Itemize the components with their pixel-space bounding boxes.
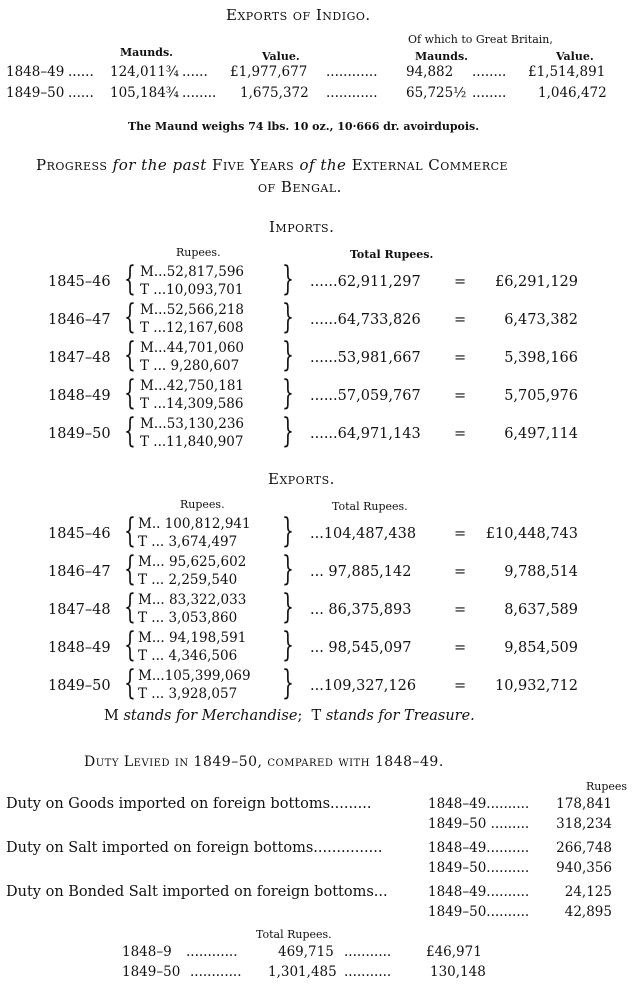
- imports-year: 1846–47: [48, 312, 111, 328]
- right-brace: }: [282, 335, 294, 375]
- imports-sterling: 6,473,382: [504, 312, 578, 328]
- right-brace: }: [282, 587, 294, 627]
- duty-total-dots: ............: [186, 944, 238, 960]
- indigo-gb-maunds: 65,725½: [406, 85, 467, 101]
- imports-sterling: £6,291,129: [494, 274, 578, 290]
- imports-merchandise: M...53,130,236: [140, 416, 244, 432]
- imports-title: Imports.: [269, 218, 335, 236]
- duty-total-rupees: 469,715: [278, 944, 334, 960]
- exports-rupees-header: Rupees.: [180, 498, 225, 511]
- exports-year: 1848–49: [48, 640, 111, 656]
- left-brace: {: [124, 297, 136, 337]
- imports-year: 1848–49: [48, 388, 111, 404]
- exports-merchandise: M.. 100,812,941: [138, 516, 251, 532]
- equals-sign: =: [454, 274, 467, 290]
- right-brace: }: [282, 297, 294, 337]
- left-brace: {: [124, 625, 136, 665]
- legend: [104, 708, 475, 724]
- indigo-dots: ......: [68, 85, 94, 101]
- exports-treasure: T ... 3,674,497: [138, 534, 238, 550]
- equals-sign: =: [454, 678, 467, 694]
- indigo-dots: ........: [182, 85, 217, 101]
- equals-sign: =: [454, 312, 467, 328]
- indigo-value: £1,977,677: [230, 64, 308, 80]
- imports-total-header: Total Rupees.: [350, 248, 434, 261]
- exports-merchandise: M... 95,625,602: [138, 554, 247, 570]
- exports-year: 1846–47: [48, 564, 111, 580]
- right-brace: }: [282, 259, 294, 299]
- exports-total: ... 86,375,893: [310, 602, 412, 618]
- indigo-maunds: 124,011¾: [110, 64, 179, 80]
- duty-year: 1848–49..........: [428, 840, 530, 856]
- imports-total: ......64,733,826: [310, 312, 421, 328]
- imports-merchandise: M...52,566,218: [140, 302, 244, 318]
- left-brace: {: [124, 663, 136, 703]
- exports-sterling: £10,448,743: [485, 526, 578, 542]
- left-brace: {: [124, 587, 136, 627]
- duty-total-dots: ...........: [344, 964, 392, 980]
- left-brace: {: [124, 411, 136, 451]
- duty-value: 24,125: [564, 884, 612, 900]
- duty-total-header: Total Rupees.: [256, 928, 332, 941]
- left-brace: {: [124, 373, 136, 413]
- duty-title: Duty Levied in 1849–50, compared with 1848–49.: [84, 754, 444, 770]
- indigo-maunds: 105,184¾: [110, 85, 179, 101]
- equals-sign: =: [454, 350, 467, 366]
- indigo-value-header: Value.: [262, 50, 300, 63]
- imports-year: 1845–46: [48, 274, 111, 290]
- duty-value: 178,841: [556, 796, 612, 812]
- imports-year: 1849–50: [48, 426, 111, 442]
- duty-value: 940,356: [556, 860, 612, 876]
- duty-total-sterling: 130,148: [430, 964, 486, 980]
- imports-merchandise: M...42,750,181: [140, 378, 244, 394]
- imports-sterling: 5,705,976: [504, 388, 578, 404]
- exports-year: 1849–50: [48, 678, 111, 694]
- imports-total: ......53,981,667: [310, 350, 421, 366]
- exports-treasure: T ... 3,928,057: [138, 686, 238, 702]
- imports-treasure: T ...12,167,608: [140, 320, 244, 336]
- imports-total: ......57,059,767: [310, 388, 421, 404]
- indigo-dots: ............: [326, 85, 378, 101]
- imports-treasure: T ...10,093,701: [140, 282, 244, 298]
- exports-sterling: 8,637,589: [504, 602, 578, 618]
- duty-rupees-header: Rupees: [586, 780, 628, 793]
- duty-total-sterling: £46,971: [426, 944, 482, 960]
- exports-treasure: T ... 4,346,506: [138, 648, 238, 664]
- duty-total-year: 1849–50: [122, 964, 181, 980]
- exports-year: 1845–46: [48, 526, 111, 542]
- indigo-dots: ........: [472, 85, 507, 101]
- legend-m-text: stands for Merchandise: [123, 708, 298, 724]
- exports-total: ... 98,545,097: [310, 640, 412, 656]
- indigo-note: The Maund weighs 74 lbs. 10 oz., 10·666 dr. avoirdupois.: [128, 120, 480, 133]
- duty-label: Duty on Salt imported on foreign bottoms...............: [6, 840, 383, 856]
- exports-merchandise: M... 94,198,591: [138, 630, 247, 646]
- imports-year: 1847–48: [48, 350, 111, 366]
- equals-sign: =: [454, 564, 467, 580]
- equals-sign: =: [454, 388, 467, 404]
- exports-total: ...109,327,126: [310, 678, 417, 694]
- legend-m: M: [104, 708, 119, 724]
- imports-total: ......64,971,143: [310, 426, 421, 442]
- exports-sterling: 9,788,514: [504, 564, 578, 580]
- duty-year: 1849–50..........: [428, 904, 530, 920]
- imports-treasure: T ...11,840,907: [140, 434, 244, 450]
- duty-label: Duty on Bonded Salt imported on foreign bottoms...: [6, 884, 388, 900]
- exports-sterling: 10,932,712: [494, 678, 578, 694]
- equals-sign: =: [454, 602, 467, 618]
- duty-value: 42,895: [564, 904, 612, 920]
- equals-sign: =: [454, 526, 467, 542]
- duty-total-dots: ............: [190, 964, 242, 980]
- right-brace: }: [282, 373, 294, 413]
- duty-total-dots: ...........: [344, 944, 392, 960]
- exports-total: ... 97,885,142: [310, 564, 412, 580]
- right-brace: }: [282, 411, 294, 451]
- equals-sign: =: [454, 640, 467, 656]
- imports-treasure: T ...14,309,586: [140, 396, 244, 412]
- left-brace: {: [124, 259, 136, 299]
- exports-sterling: 9,854,509: [504, 640, 578, 656]
- left-brace: {: [124, 511, 136, 551]
- indigo-gb-maunds-header: Maunds.: [415, 50, 469, 63]
- imports-sterling: 5,398,166: [504, 350, 578, 366]
- indigo-dots: ......: [182, 64, 208, 80]
- right-brace: }: [282, 511, 294, 551]
- right-brace: }: [282, 549, 294, 589]
- exports-treasure: T ... 2,259,540: [138, 572, 238, 588]
- right-brace: }: [282, 663, 294, 703]
- imports-total: ......62,911,297: [310, 274, 421, 290]
- duty-value: 266,748: [556, 840, 612, 856]
- indigo-value: 1,675,372: [240, 85, 309, 101]
- indigo-title: Exports of Indigo.: [226, 6, 371, 24]
- progress-title-line1: Progress for the past Five Years of the External Commerce: [36, 156, 509, 174]
- duty-label: Duty on Goods imported on foreign bottoms.........: [6, 796, 372, 812]
- progress-title-line2: of Bengal.: [258, 178, 342, 196]
- legend-t-text: stands for Treasure.: [325, 708, 475, 724]
- imports-treasure: T ... 9,280,607: [140, 358, 240, 374]
- duty-total-rupees: 1,301,485: [268, 964, 337, 980]
- indigo-dots: ............: [326, 64, 378, 80]
- exports-treasure: T ... 3,053,860: [138, 610, 238, 626]
- legend-t: T: [311, 708, 322, 724]
- left-brace: {: [124, 549, 136, 589]
- indigo-gb-maunds: 94,882: [406, 64, 454, 80]
- indigo-dots: ......: [68, 64, 94, 80]
- indigo-gb-header: Of which to Great Britain,: [408, 33, 553, 46]
- imports-merchandise: M...52,817,596: [140, 264, 244, 280]
- imports-rupees-header: Rupees.: [176, 246, 221, 259]
- duty-year: 1848–49..........: [428, 884, 530, 900]
- indigo-gb-value: £1,514,891: [528, 64, 606, 80]
- exports-year: 1847–48: [48, 602, 111, 618]
- exports-title: Exports.: [268, 470, 335, 488]
- indigo-dots: ........: [472, 64, 507, 80]
- duty-year: 1849–50..........: [428, 860, 530, 876]
- indigo-maunds-header: Maunds.: [120, 46, 174, 59]
- duty-year: 1848–49..........: [428, 796, 530, 812]
- duty-year: 1849–50 .........: [428, 816, 530, 832]
- indigo-gb-value-header: Value.: [556, 50, 594, 63]
- exports-total: ...104,487,438: [310, 526, 417, 542]
- left-brace: {: [124, 335, 136, 375]
- imports-sterling: 6,497,114: [504, 426, 578, 442]
- exports-merchandise: M... 83,322,033: [138, 592, 247, 608]
- equals-sign: =: [454, 426, 467, 442]
- duty-total-year: 1848–9: [122, 944, 172, 960]
- right-brace: }: [282, 625, 294, 665]
- imports-merchandise: M...44,701,060: [140, 340, 244, 356]
- legend-sep: ;: [297, 708, 303, 724]
- indigo-year: 1848–49: [6, 64, 65, 80]
- indigo-gb-value: 1,046,472: [538, 85, 607, 101]
- indigo-year: 1849–50: [6, 85, 65, 101]
- exports-total-header: Total Rupees.: [332, 500, 408, 513]
- exports-merchandise: M...105,399,069: [138, 668, 251, 684]
- duty-value: 318,234: [556, 816, 612, 832]
